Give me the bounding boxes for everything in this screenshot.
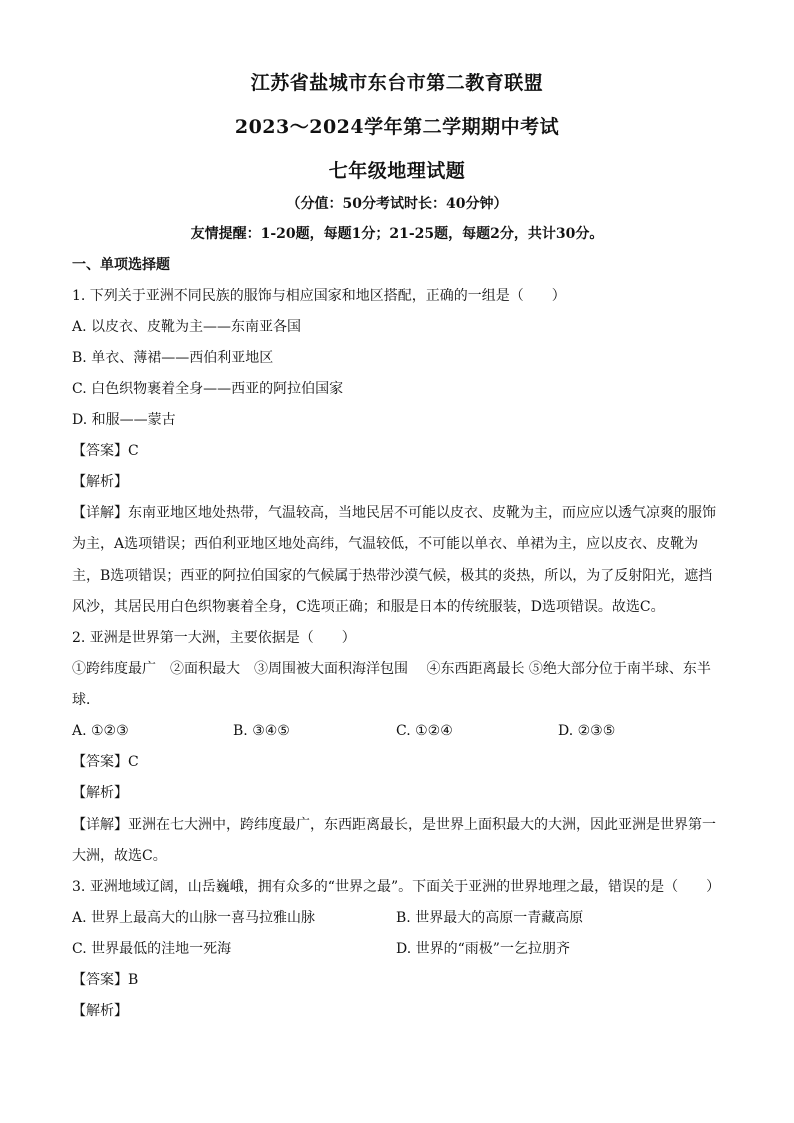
question-3-answer: 【答案】B <box>72 972 139 988</box>
exam-title-line3: 七年级地理试题 <box>328 160 466 182</box>
question-1-answer: 【答案】C <box>72 443 139 459</box>
question-2-answer: 【答案】C <box>72 754 139 770</box>
question-1-detail-line: 主，B选项错误；西亚的阿拉伯国家的气候属于热带沙漠气候，极其的炎热，所以，为了反射阳光，遮挡 <box>72 568 713 584</box>
question-3-analysis-label: 【解析】 <box>72 1003 128 1019</box>
question-3-option-b: B. 世界最大的高原一青藏高原 <box>396 910 584 926</box>
question-2-stem-line3: 球． <box>72 692 100 708</box>
exam-title-line1: 江苏省盐城市东台市第二教育联盟 <box>250 72 544 94</box>
question-1-option-d: D. 和服——蒙古 <box>72 412 176 428</box>
question-3-option-c: C. 世界最低的洼地一死海 <box>72 941 232 957</box>
question-2-option-d: D. ②③⑤ <box>558 723 616 739</box>
question-1-option-a: A. 以皮衣、皮靴为主——东南亚各国 <box>72 319 302 335</box>
reminder: 友情提醒：1-20题，每题1分；21-25题，每题2分，共计30分。 <box>190 226 604 242</box>
question-2-analysis-label: 【解析】 <box>72 785 128 801</box>
question-3-stem: 3. 亚洲地域辽阔，山岳巍峨，拥有众多的“世界之最”。下面关于亚洲的世界地理之最，错误的是（ ） <box>72 879 721 895</box>
section-heading: 一、单项选择题 <box>72 257 170 273</box>
question-3-option-a: A. 世界上最高大的山脉一喜马拉雅山脉 <box>72 910 316 926</box>
question-2-detail-line: 【详解】亚洲在七大洲中，跨纬度最广，东西距离最长，是世界上面积最大的大洲，因此亚洲是世界第一 <box>72 817 716 833</box>
question-1-detail-line: 为主，A选项错误；西伯利亚地区地处高纬，气温较低，不可能以单衣、单裙为主，应以皮衣、皮靴为 <box>72 536 699 552</box>
question-1-detail-line: 风沙，其居民用白色织物裹着全身，C选项正确；和服是日本的传统服装，D选项错误。故选C。 <box>72 599 665 615</box>
question-1-detail-line: 【详解】东南亚地区地处热带，气温较高，当地民居不可能以皮衣、皮靴为主，而应应以透气凉爽的服饰 <box>72 505 716 521</box>
question-3-option-d: D. 世界的“雨极”一乞拉朋齐 <box>396 941 570 957</box>
question-2-detail-line: 大洲，故选C。 <box>72 848 167 864</box>
score-info: （分值：50分考试时长：40分钟） <box>286 196 508 212</box>
question-2-option-a: A. ①②③ <box>72 723 129 739</box>
question-1-option-c: C. 白色织物裹着全身——西亚的阿拉伯国家 <box>72 381 344 397</box>
question-1-stem: 1. 下列关于亚洲不同民族的服饰与相应国家和地区搭配，正确的一组是（ ） <box>72 288 566 304</box>
exam-title-line2: 2023～2024学年第二学期期中考试 <box>234 116 560 138</box>
question-2-option-c: C. ①②④ <box>396 723 453 739</box>
question-1-option-b: B. 单衣、薄裙——西伯利亚地区 <box>72 350 274 366</box>
question-2-stem-line2: ①跨纬度最广 ②面积最大 ③周围被大面积海洋包围 ④东西距离最长 ⑤绝大部分位于南半球、东半 <box>72 661 711 677</box>
question-1-analysis-label: 【解析】 <box>72 474 128 490</box>
question-2-stem: 2. 亚洲是世界第一大洲，主要依据是（ ） <box>72 630 356 646</box>
question-2-option-b: B. ③④⑤ <box>233 723 290 739</box>
